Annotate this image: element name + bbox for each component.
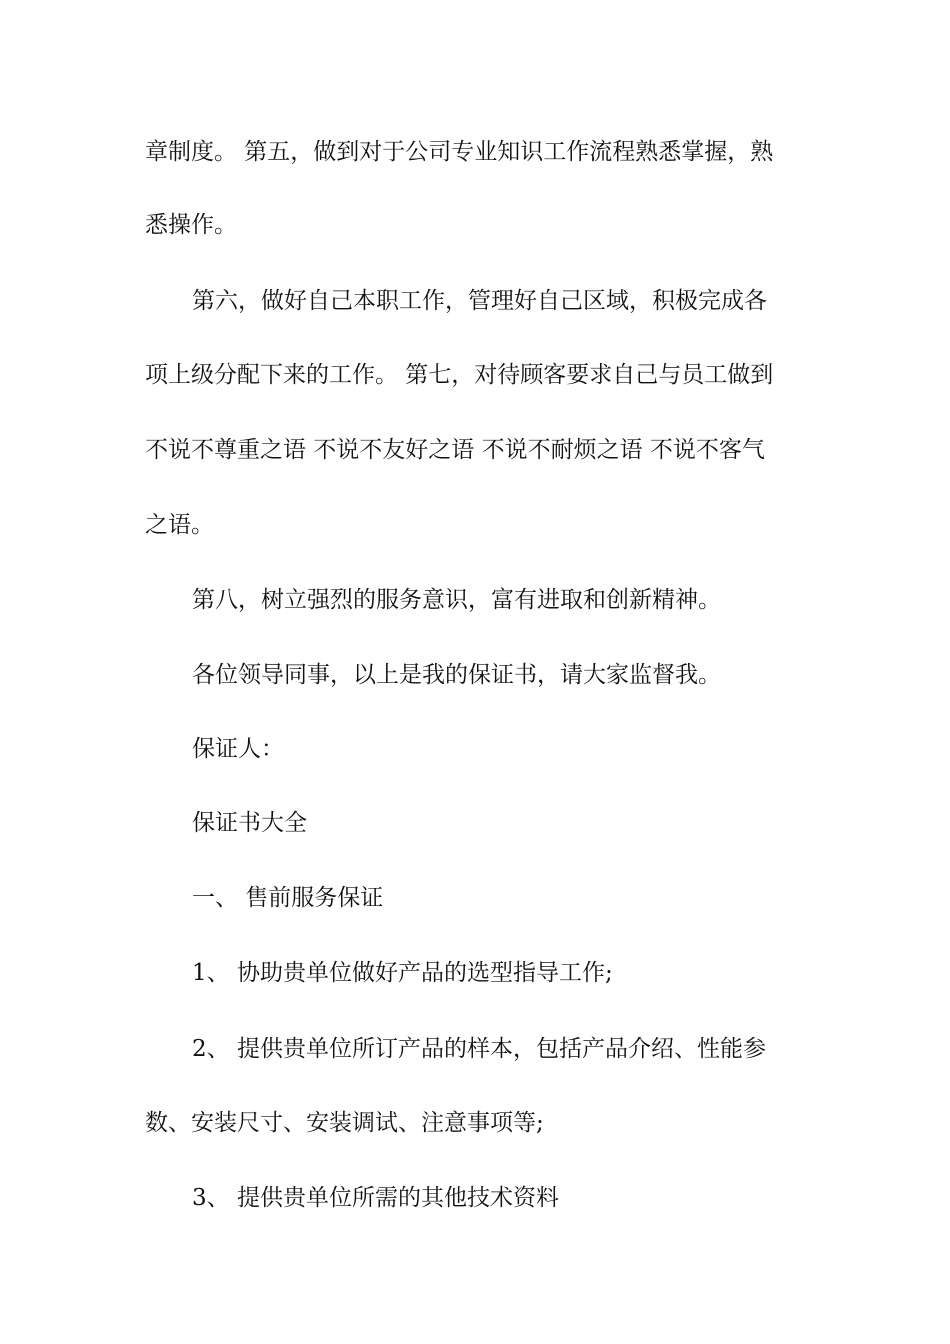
paragraph-line: 悉操作。 <box>145 212 237 238</box>
paragraph-line: 之语。 <box>145 512 214 538</box>
list-item: 3、 提供贵单位所需的其他技术资料 <box>192 1185 559 1211</box>
list-item-continuation: 数、安装尺寸、安装调试、注意事项等; <box>145 1110 544 1136</box>
paragraph-line: 各位领导同事，以上是我的保证书，请大家监督我。 <box>192 662 721 688</box>
paragraph-line: 第六，做好自己本职工作，管理好自己区域，积极完成各 <box>192 288 767 314</box>
paragraph-line: 不说不尊重之语 不说不友好之语 不说不耐烦之语 不说不客气 <box>145 437 765 463</box>
section-title: 保证书大全 <box>192 810 307 836</box>
signer-label: 保证人： <box>192 736 284 762</box>
paragraph-line: 第八，树立强烈的服务意识，富有进取和创新精神。 <box>192 587 721 613</box>
list-item: 1、 协助贵单位做好产品的选型指导工作; <box>192 960 613 986</box>
paragraph-line: 项上级分配下来的工作。 第七，对待顾客要求自己与员工做到 <box>145 362 774 388</box>
list-item: 2、 提供贵单位所订产品的样本，包括产品介绍、性能参 <box>192 1036 766 1062</box>
paragraph-line: 章制度。 第五，做到对于公司专业知识工作流程熟悉掌握，熟 <box>145 139 774 165</box>
section-heading: 一、 售前服务保证 <box>192 885 384 911</box>
